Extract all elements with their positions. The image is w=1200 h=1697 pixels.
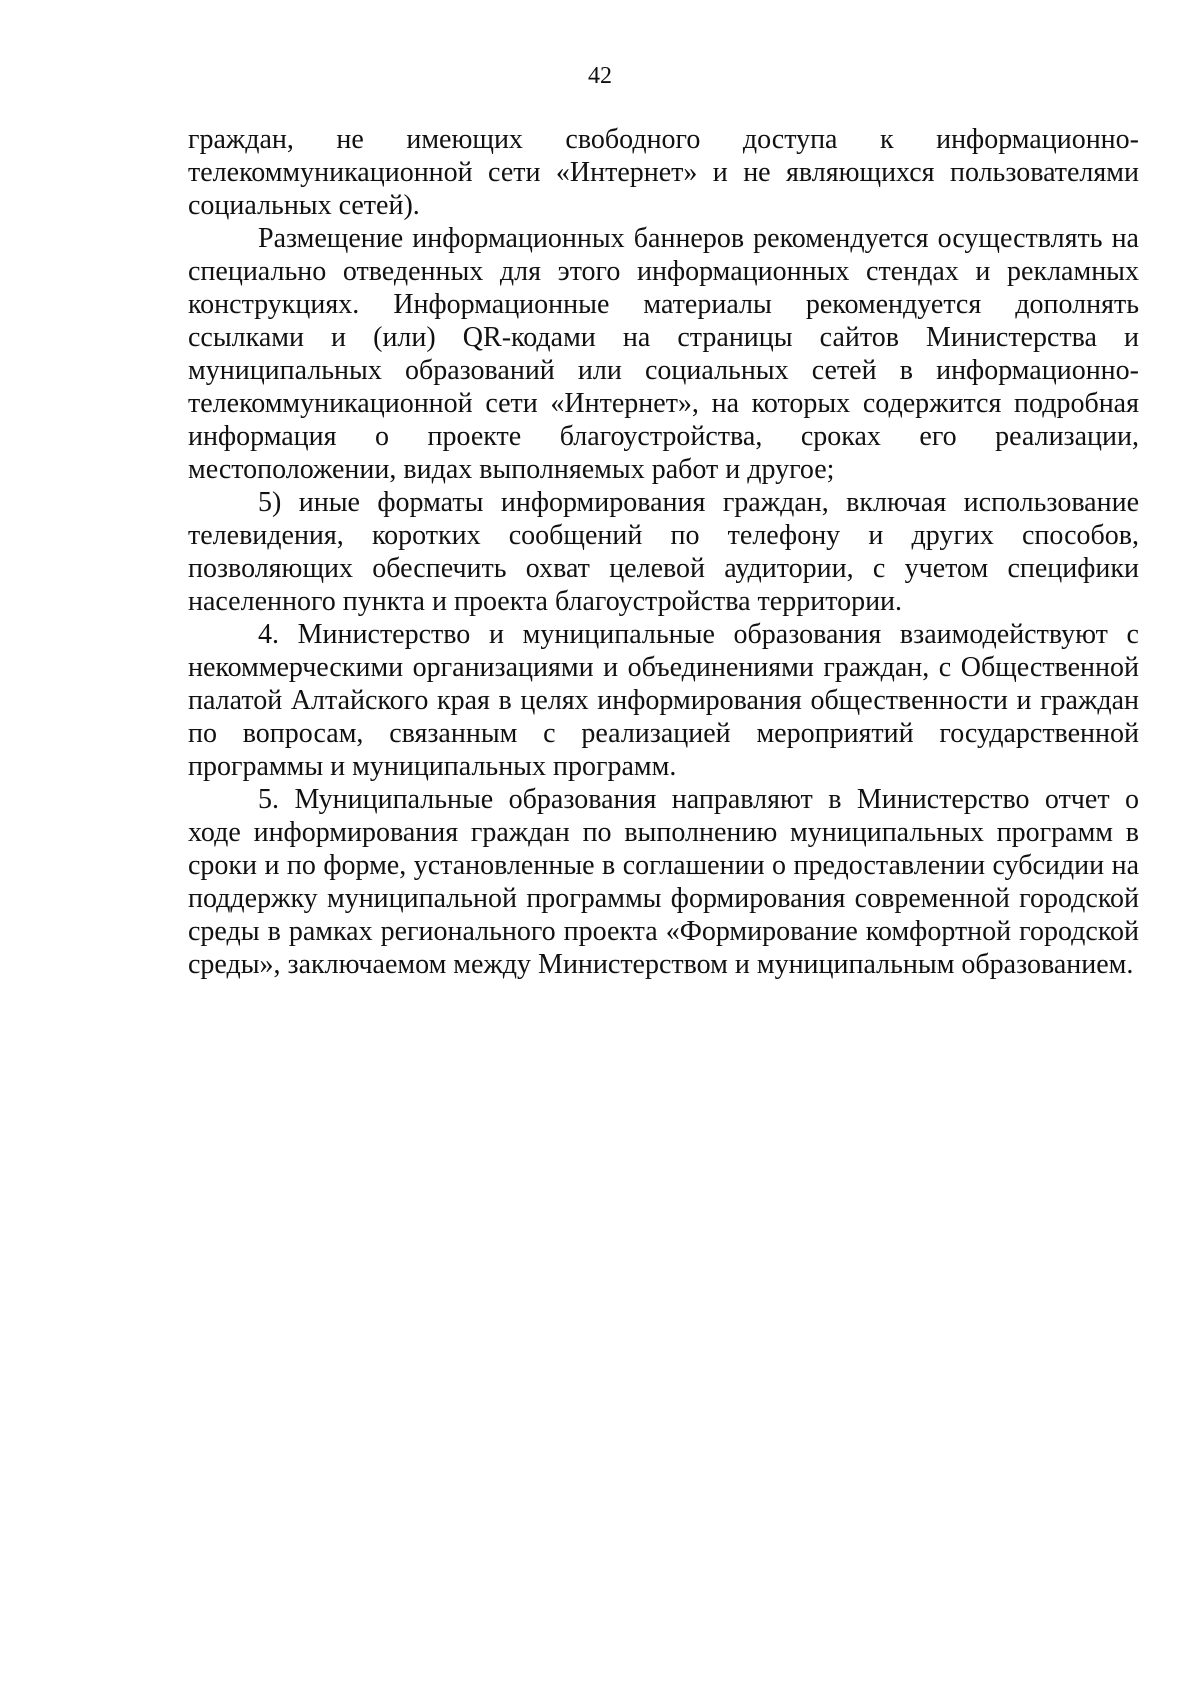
document-body — [188, 123, 1139, 981]
paragraph-item-5-other-formats: 5) иные форматы информирования граждан, включая использование телевидения, коротких сообщений по телефону и других способов, позволяющих обеспечить охват целевой аудитории, с учетом специфики населенного пункта и проекта благоустройства территории. — [188, 487, 1139, 617]
page-number: 42 — [588, 63, 612, 89]
paragraph-clause-5: 5. Муниципальные образования направляют в Министерство отчет о ходе информирования граждан по выполнению муниципальных программ в сроки и по форме, установленные в соглашении о предоставлении субсидии на поддержку муниципальной программы формирования современной городской среды в рамках регионального проекта «Формирование комфортной городской среды», заключаемом между Министерством и муниципальным образованием. — [188, 784, 1139, 980]
paragraph-continuation: граждан, не имеющих свободного доступа к информационно-телекоммуникационной сети «Интернет» и не являющихся пользователями социальных сетей). — [188, 124, 1139, 221]
paragraph-clause-4: 4. Министерство и муниципальные образования взаимодействуют с некоммерческими организациями и объединениями граждан, с Общественной палатой Алтайского края в целях информирования общественности и граждан по вопросам, связанным с реализацией мероприятий государственной программы и муниципальных программ. — [188, 619, 1139, 782]
paragraph-banners: Размещение информационных баннеров рекомендуется осуществлять на специально отведенных для этого информационных стендах и рекламных конструкциях. Информационные материалы рекомендуется дополнять ссылками и (или) QR-кодами на страницы сайтов Министерства и муниципальных образований или социальных сетей в информационно-телекоммуникационной сети «Интернет», на которых содержится подробная информация о проекте благоустройства, сроках его реализации, местоположении, видах выполняемых работ и другое; — [188, 223, 1139, 485]
